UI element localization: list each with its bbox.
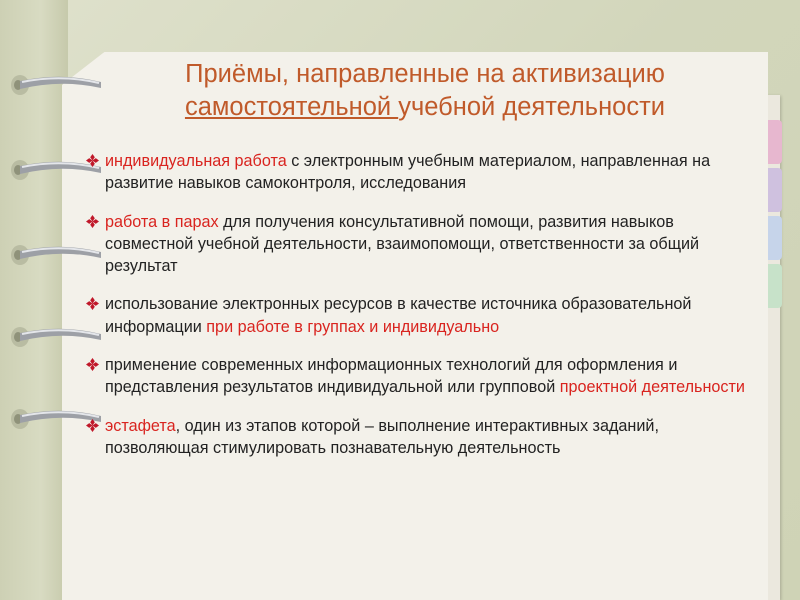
technique-list bbox=[86, 150, 746, 459]
title-line-1: Приёмы, направленные на активизацию bbox=[185, 60, 665, 88]
four-diamond-bullet-icon bbox=[86, 297, 99, 310]
title-line-2-rest: учебной деятельности bbox=[398, 93, 666, 121]
binder-ring-icon bbox=[6, 70, 104, 100]
notebook-tab-violet bbox=[768, 168, 782, 212]
list-item bbox=[86, 354, 746, 399]
item-highlight: проектной деятельности bbox=[559, 378, 745, 397]
four-diamond-bullet-icon bbox=[86, 154, 99, 167]
item-text: с электронным учебным материалом, направленная на развитие навыков самоконтроля, исследования bbox=[105, 152, 711, 193]
item-text: применение современных информационных технологий для оформления и представления результатов индивидуальной или групповой bbox=[105, 356, 678, 397]
item-highlight: индивидуальная работа bbox=[105, 152, 287, 170]
item-highlight: эстафета bbox=[105, 416, 176, 435]
item-text: для получения консультативной помощи, развития навыков совместной учебной деятельности, взаимопомощи, ответственности за общий результат bbox=[105, 212, 700, 276]
item-highlight: при работе в группах и индивидуально bbox=[206, 317, 500, 336]
notebook-tab-green bbox=[768, 264, 782, 308]
slide-title bbox=[100, 58, 750, 124]
item-text: использование электронных ресурсов в качестве источника образовательной информации bbox=[105, 295, 692, 336]
four-diamond-bullet-icon bbox=[86, 358, 99, 371]
notebook-tab-pink bbox=[768, 120, 782, 164]
list-item bbox=[86, 415, 746, 460]
title-underlined-word: самостоятельной bbox=[184, 93, 399, 121]
list-item bbox=[86, 293, 746, 338]
item-text: , один из этапов которой – выполнение интерактивных заданий, позволяющая стимулировать познавательную деятельность bbox=[105, 416, 659, 457]
list-item bbox=[86, 150, 746, 195]
item-highlight: работа в парах bbox=[105, 212, 219, 231]
title-line-2 bbox=[100, 91, 750, 124]
notebook-tab-blue bbox=[768, 216, 782, 260]
four-diamond-bullet-icon bbox=[86, 215, 99, 228]
list-item bbox=[86, 211, 746, 278]
four-diamond-bullet-icon bbox=[86, 419, 99, 432]
